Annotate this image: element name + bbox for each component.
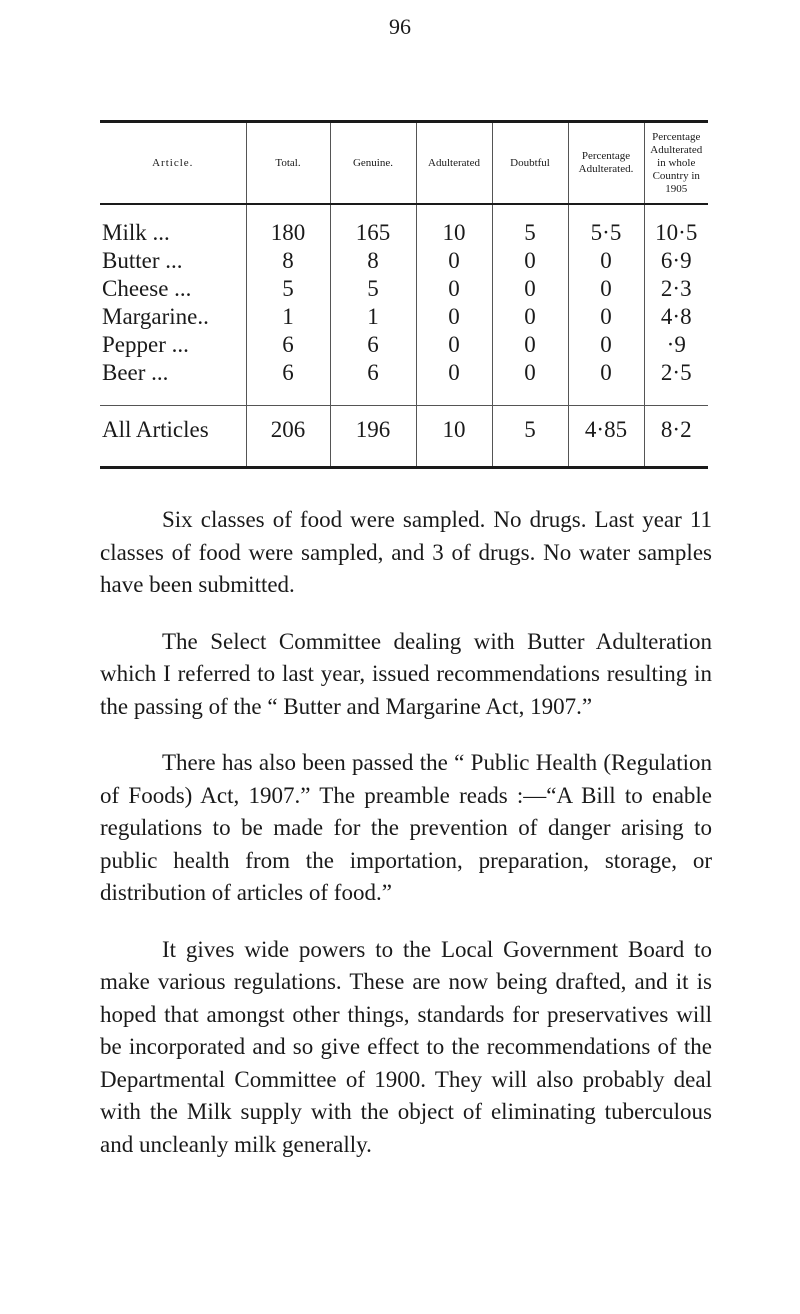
header-doubtful: Doubtful [492,122,568,205]
country-percentage-cell: 2·5 [644,359,708,406]
genuine-cell: 8 [330,247,416,275]
adulterated-cell: 0 [416,359,492,406]
header-percentage-country-1905: Percentage Adulterated in whole Country in 1905 [644,122,708,205]
article-cell: Margarine.. [102,304,209,329]
adulterated-cell: 0 [416,275,492,303]
doubtful-cell: 0 [492,247,568,275]
article-cell: Pepper ... [102,332,189,357]
table-row [100,331,708,359]
paragraph: Six classes of food were sampled. No drugs. Last year 11 classes of food were sampled, and 3 of drugs. No water samples have been submitted. [100,507,712,597]
total-article-cell: All Articles [100,406,246,468]
table-row [100,275,708,303]
total-total-cell: 206 [246,406,330,468]
total-cell: 8 [246,247,330,275]
total-genuine-cell: 196 [330,406,416,468]
table-row [100,303,708,331]
doubtful-cell: 0 [492,275,568,303]
paragraph: The Select Committee dealing with Butter Adulteration which I referred to last year, issued recommendations resulting in the passing of the “ Butter and Margarine Act, 1907.” [100,628,712,719]
total-cell: 180 [246,204,330,247]
table-row [100,204,708,247]
total-country-percentage-cell: 8·2 [644,406,708,468]
adulterated-cell: 0 [416,247,492,275]
food-samples-table [100,120,708,469]
total-doubtful-cell: 5 [492,406,568,468]
doubtful-cell: 0 [492,331,568,359]
total-cell: 5 [246,275,330,303]
header-genuine: Genuine. [330,122,416,205]
header-article: Article. [100,122,246,205]
adulterated-cell: 0 [416,331,492,359]
total-cell: 1 [246,303,330,331]
total-cell: 6 [246,331,330,359]
total-percentage-cell: 4·85 [568,406,644,468]
body-text [100,504,712,1185]
country-percentage-cell: ·9 [644,331,708,359]
percentage-cell: 0 [568,303,644,331]
percentage-cell: 5·5 [568,204,644,247]
article-cell: Cheese ... [102,276,192,301]
table-row [100,359,708,406]
genuine-cell: 1 [330,303,416,331]
doubtful-cell: 5 [492,204,568,247]
paragraph: There has also been passed the “ Public Health (Regulation of Foods) Act, 1907.” The preamble reads :—“A Bill to enable regulations to be made for the prevention of danger arising to public health from the importation, preparation, storage, or distribution of articles of food.” [100,750,712,905]
country-percentage-cell: 10·5 [644,204,708,247]
percentage-cell: 0 [568,331,644,359]
article-cell: Beer ... [102,360,169,385]
doubtful-cell: 0 [492,303,568,331]
country-percentage-cell: 6·9 [644,247,708,275]
header-percentage-adulterated: Percentage Adulterated. [568,122,644,205]
genuine-cell: 6 [330,331,416,359]
genuine-cell: 5 [330,275,416,303]
article-cell: Butter ... [102,248,183,273]
paragraph: It gives wide powers to the Local Government Board to make various regulations. These are now being drafted, and it is hoped that amongst other things, standards for preservatives will be incorporated and so give effect to the recommendations of the Departmental Committee of 1900. They will also probably deal with the Milk supply with the object of eliminating tuberculous and uncleanly milk generally. [100,936,712,1157]
adulterated-cell: 0 [416,303,492,331]
total-cell: 6 [246,359,330,406]
doubtful-cell: 0 [492,359,568,406]
adulterated-cell: 10 [416,204,492,247]
total-adulterated-cell: 10 [416,406,492,468]
page-number: 96 [389,14,411,39]
food-samples-table-container [100,120,708,469]
country-percentage-cell: 4·8 [644,303,708,331]
genuine-cell: 6 [330,359,416,406]
header-adulterated: Adulterated [416,122,492,205]
table-row [100,247,708,275]
percentage-cell: 0 [568,275,644,303]
country-percentage-cell: 2·3 [644,275,708,303]
table-total-row [100,406,708,468]
genuine-cell: 165 [330,204,416,247]
article-cell: Milk ... [102,220,170,245]
header-total: Total. [246,122,330,205]
percentage-cell: 0 [568,247,644,275]
percentage-cell: 0 [568,359,644,406]
table-header-row [100,122,708,205]
